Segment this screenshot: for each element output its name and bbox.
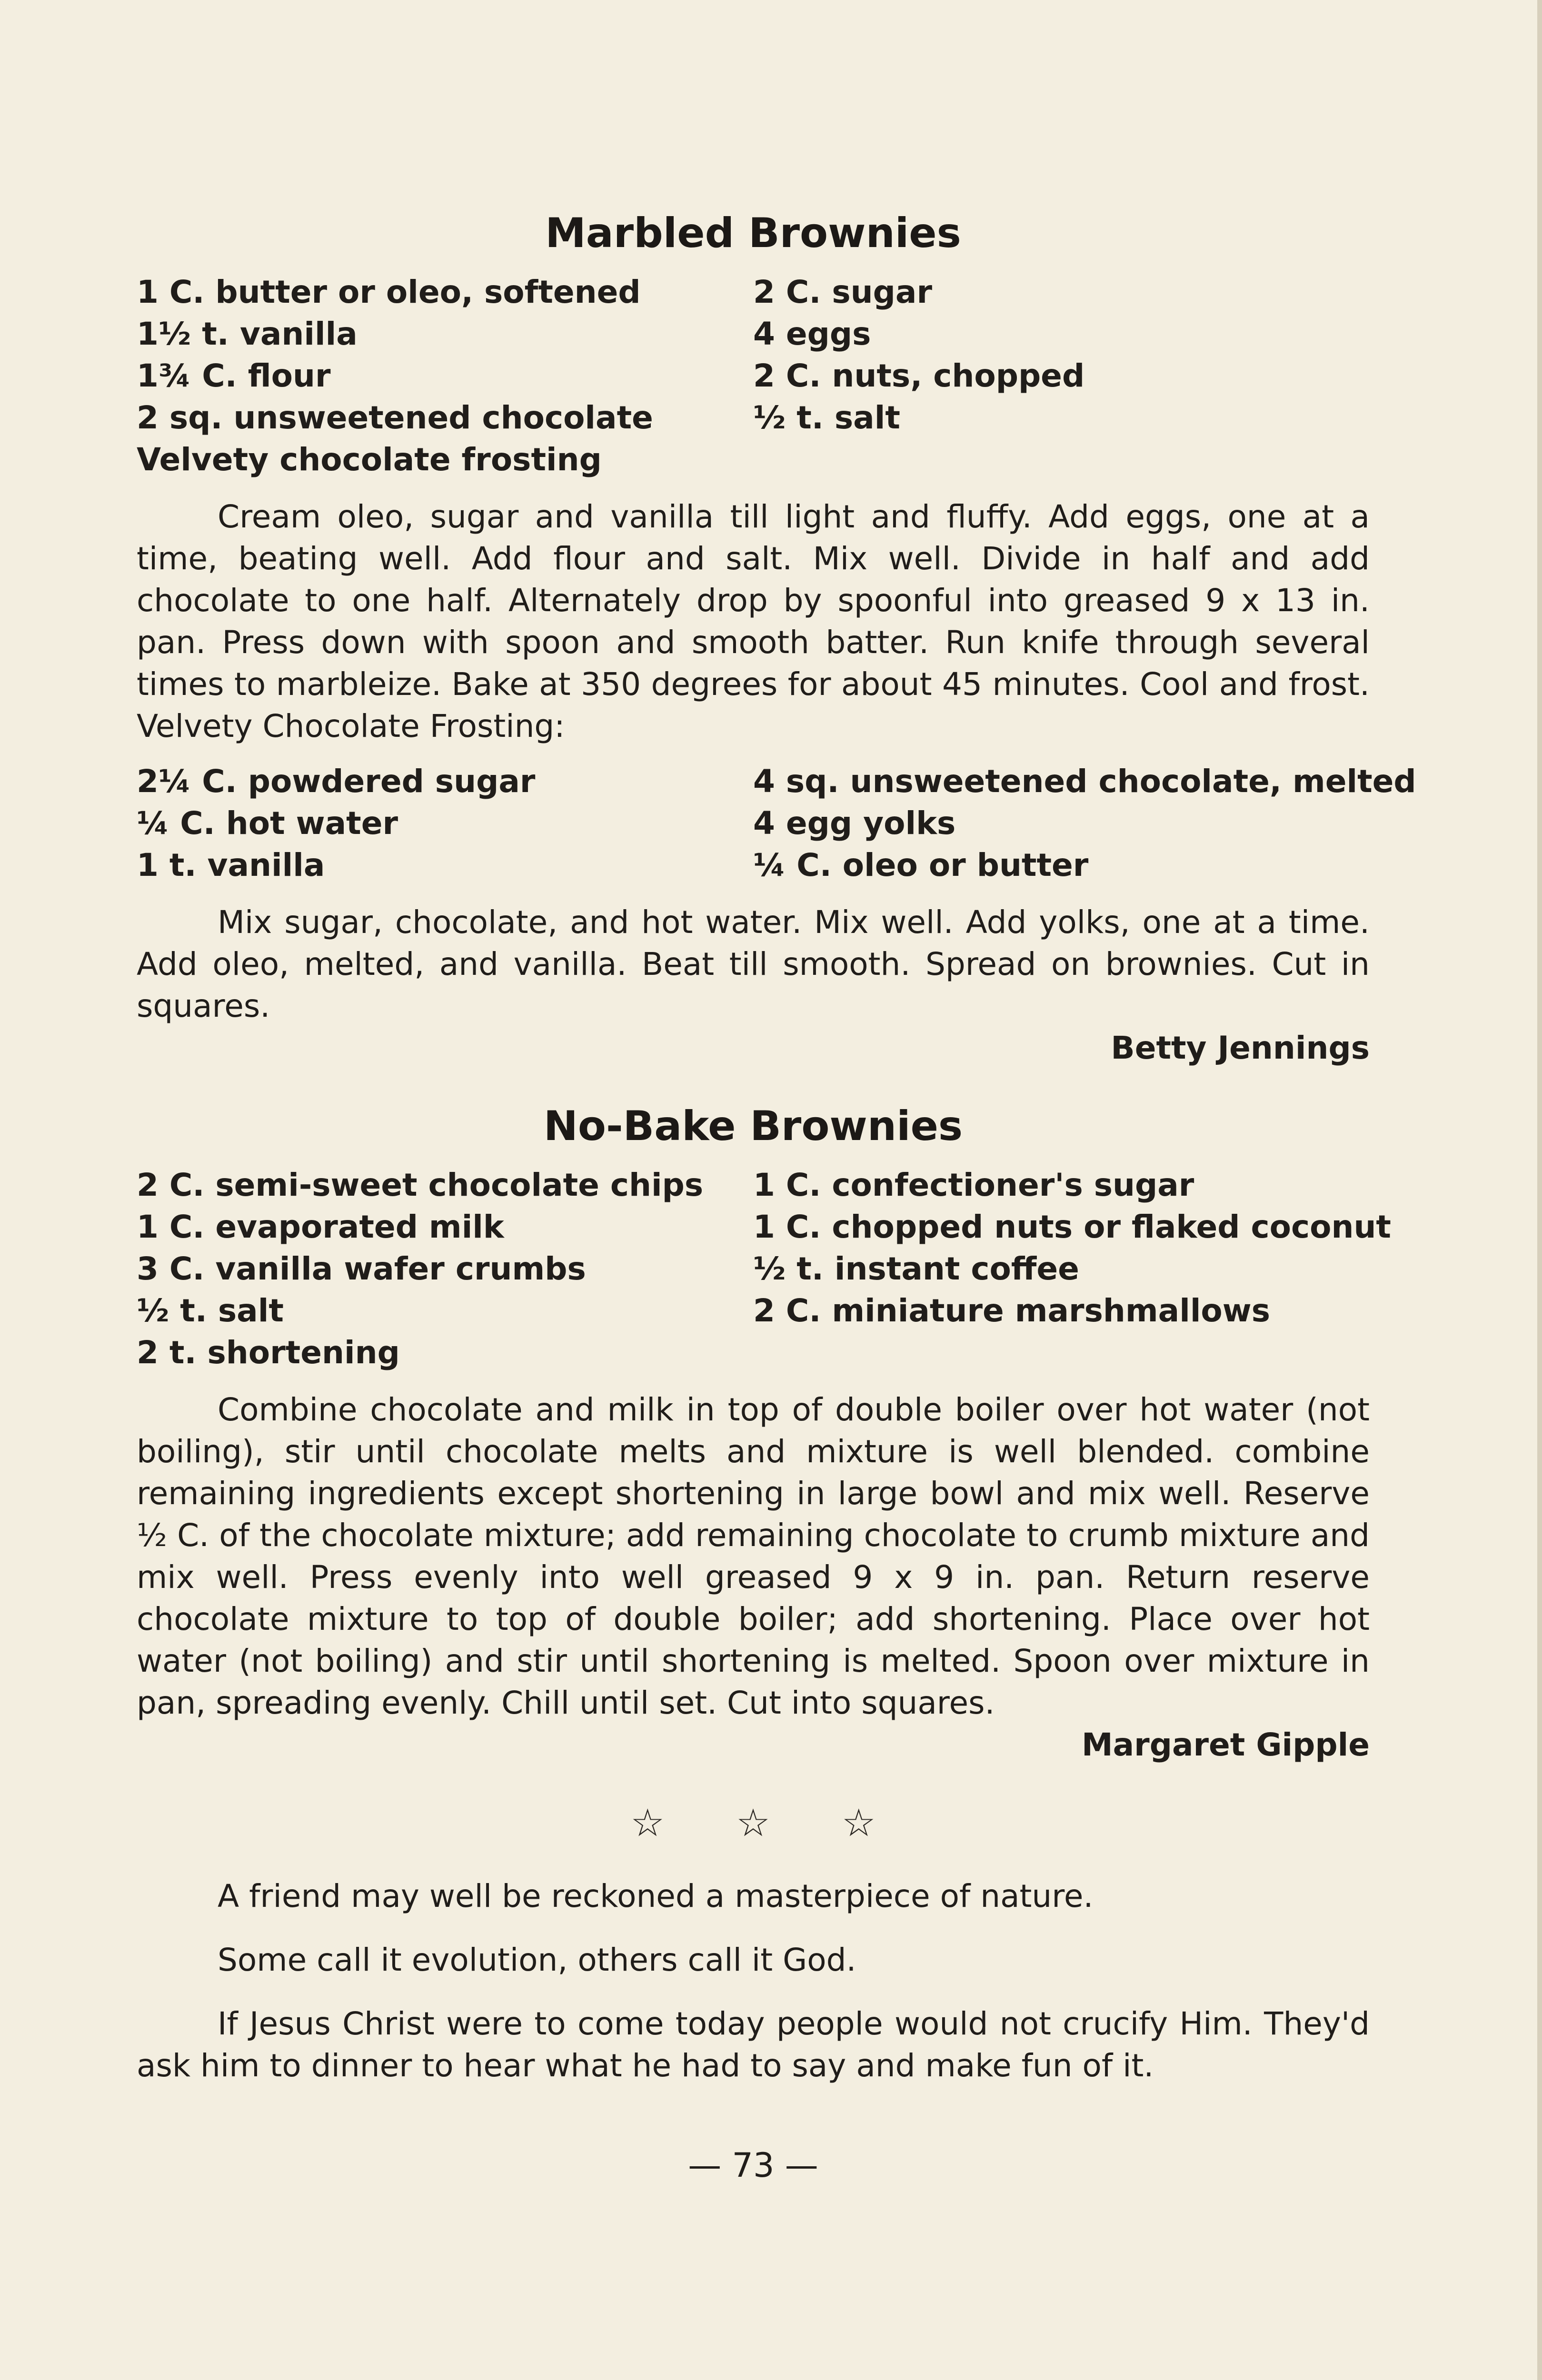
quote: If Jesus Christ were to come today people would not crucify Him. They'd ask him to dinner to hear what he had to say and make fun of it.	[137, 2005, 1370, 2084]
ingredient: ¼ C. hot water	[137, 805, 398, 842]
page-content	[137, 205, 1416, 2187]
ingredient-list	[137, 1164, 1391, 1374]
ingredient-list	[137, 271, 1370, 481]
recipe-title-marbled-brownies: Marbled Brownies	[545, 209, 961, 257]
ingredient: 2 C. semi-sweet chocolate chips	[137, 1167, 704, 1203]
ingredient: 1¾ C. flour	[137, 357, 331, 394]
ingredient: 2 C. sugar	[753, 274, 932, 310]
ingredient: 1 C. evaporated milk	[137, 1209, 504, 1245]
quote: A friend may well be reckoned a masterpiece of nature.	[218, 1878, 1094, 1914]
recipe-author: Margaret Gipple	[1081, 1726, 1370, 1763]
ingredient: 3 C. vanilla wafer crumbs	[137, 1250, 586, 1287]
ingredient: 2 C. miniature marshmallows	[753, 1292, 1271, 1329]
ingredient: ½ t. instant coffee	[753, 1250, 1079, 1287]
ingredient: ½ t. salt	[137, 1292, 284, 1329]
ingredient-column-right	[753, 761, 1416, 886]
frosting-ingredient-list	[137, 761, 1416, 886]
page-edge	[1537, 0, 1542, 2380]
ingredient: Velvety chocolate frosting	[137, 441, 602, 478]
ingredient-column-right	[753, 1164, 1391, 1374]
ingredient: ½ t. salt	[753, 399, 900, 436]
star-icon: ☆	[630, 1801, 665, 1845]
ingredient: 1 C. butter or oleo, softened	[137, 274, 641, 310]
ingredient: 1 C. chopped nuts or flaked coconut	[753, 1209, 1391, 1245]
ingredient: ¼ C. oleo or butter	[753, 847, 1089, 883]
star-divider	[137, 1799, 1370, 1847]
page-number: — 73 —	[688, 2146, 818, 2185]
ingredient: 4 sq. unsweetened chocolate, melted	[753, 763, 1416, 800]
ingredient-column-left	[137, 271, 753, 481]
star-icon: ☆	[841, 1801, 876, 1845]
star-icon: ☆	[736, 1801, 770, 1845]
recipe-title-no-bake-brownies: No-Bake Brownies	[543, 1102, 963, 1150]
quote: Some call it evolution, others call it God.	[218, 1942, 856, 1978]
ingredient: 4 egg yolks	[753, 805, 956, 842]
frosting-directions: Mix sugar, chocolate, and hot water. Mix well. Add yolks, one at a time. Add oleo, melted, and vanilla. Beat till smooth. Spread on brownies. Cut in squares.	[137, 904, 1370, 1024]
ingredient: 1 t. vanilla	[137, 847, 325, 883]
ingredient-column-left	[137, 761, 753, 886]
ingredient: 1 C. confectioner's sugar	[753, 1167, 1194, 1203]
ingredient-column-left	[137, 1164, 753, 1374]
ingredient: 4 eggs	[753, 316, 871, 352]
recipe-author: Betty Jennings	[1111, 1030, 1370, 1066]
recipe-directions: Combine chocolate and milk in top of double boiler over hot water (not boiling), stir until chocolate melts and mixture is well blended. combine remaining ingredients except shortening in large bowl and mix well. Reserve ½ C. of the chocolate mixture; add remaining chocolate to crumb mixture and mix well. Press evenly into well greased 9 x 9 in. pan. Return reserve chocolate mixture to top of double boiler; add shortening. Place over hot water (not boiling) and stir until shortening is melted. Spoon over mixture in pan, spreading evenly. Chill until set. Cut into squares.	[137, 1391, 1370, 1721]
ingredient: 1½ t. vanilla	[137, 316, 358, 352]
ingredient: 2 C. nuts, chopped	[753, 357, 1085, 394]
recipe-directions: Cream oleo, sugar and vanilla till light and fluffy. Add eggs, one at a time, beating well. Add flour and salt. Mix well. Divide in half and add chocolate to one half. Alternately drop by spoonful into greased 9 x 13 in. pan. Press down with spoon and smooth batter. Run knife through several times to marbleize. Bake at 350 degrees for about 45 minutes. Cool and frost. Velvety Chocolate Frosting:	[137, 498, 1370, 744]
ingredient-column-right	[753, 271, 1370, 481]
ingredient: 2 sq. unsweetened chocolate	[137, 399, 653, 436]
ingredient: 2¼ C. powdered sugar	[137, 763, 536, 800]
ingredient: 2 t. shortening	[137, 1334, 400, 1371]
